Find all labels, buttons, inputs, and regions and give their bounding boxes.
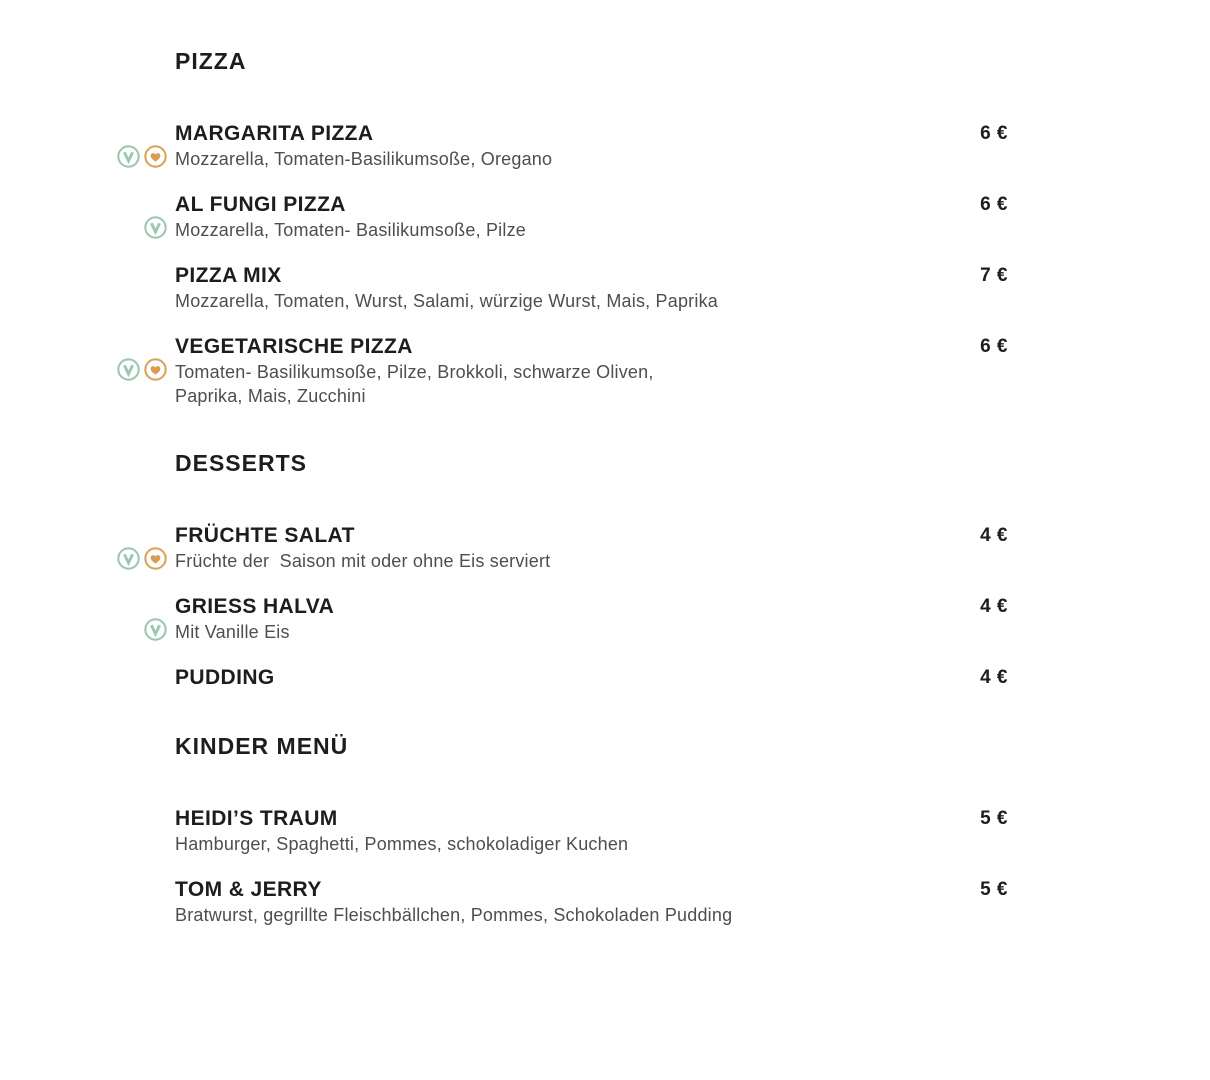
menu-section-pizza xyxy=(175,48,1008,408)
vegetarian-icon xyxy=(144,216,167,239)
item-description: Mozzarella, Tomaten-Basilikumsoße, Oregano xyxy=(175,149,553,169)
item-description: Paprika, Mais, Zucchini xyxy=(175,386,366,406)
item-price: 4 € xyxy=(980,667,1008,688)
item-name: AL FUNGI PIZZA xyxy=(175,193,346,216)
vegetarian-icon xyxy=(144,618,167,641)
vegetarian-icon xyxy=(117,358,140,381)
item-name: PIZZA MIX xyxy=(175,264,282,287)
restaurant-menu xyxy=(175,0,1008,927)
vegetarian-icon xyxy=(117,547,140,570)
item-description: Mit Vanille Eis xyxy=(175,622,290,642)
item-name: HEIDI’S TRAUM xyxy=(175,807,338,830)
item-price: 6 € xyxy=(980,336,1008,357)
menu-item-pudding xyxy=(175,665,1008,691)
item-description: Mozzarella, Tomaten, Wurst, Salami, würzige Wurst, Mais, Paprika xyxy=(175,291,718,311)
item-description: Früchte der Saison mit oder ohne Eis serviert xyxy=(175,551,551,571)
item-name: TOM & JERRY xyxy=(175,878,322,901)
section-heading: KINDER MENÜ xyxy=(175,733,349,759)
favorite-heart-icon xyxy=(144,145,167,168)
menu-item-vegetarische-pizza xyxy=(175,334,1008,408)
menu-section-desserts xyxy=(175,450,1008,691)
item-name: FRÜCHTE SALAT xyxy=(175,524,355,547)
item-description: Hamburger, Spaghetti, Pommes, schokoladiger Kuchen xyxy=(175,834,629,854)
item-price: 4 € xyxy=(980,525,1008,546)
favorite-heart-icon xyxy=(144,547,167,570)
item-price: 5 € xyxy=(980,808,1008,829)
item-description: Mozzarella, Tomaten- Basilikumsoße, Pilze xyxy=(175,220,526,240)
vegetarian-icon xyxy=(117,145,140,168)
menu-item-pizza-mix xyxy=(175,263,1008,313)
menu-item-fruechte-salat xyxy=(175,523,1008,573)
item-name: PUDDING xyxy=(175,666,275,689)
favorite-heart-icon xyxy=(144,358,167,381)
item-description: Bratwurst, gegrillte Fleischbällchen, Pommes, Schokoladen Pudding xyxy=(175,905,733,925)
item-price: 7 € xyxy=(980,265,1008,286)
menu-item-tom-und-jerry xyxy=(175,877,1008,927)
menu-item-griess-halva xyxy=(175,594,1008,644)
menu-item-margarita-pizza xyxy=(175,121,1008,171)
item-name: VEGETARISCHE PIZZA xyxy=(175,335,413,358)
section-heading: DESSERTS xyxy=(175,450,307,476)
item-name: GRIESS HALVA xyxy=(175,595,335,618)
section-heading: PIZZA xyxy=(175,48,247,74)
item-price: 4 € xyxy=(980,596,1008,617)
menu-section-kinder-menue xyxy=(175,733,1008,927)
menu-item-al-fungi-pizza xyxy=(175,192,1008,242)
item-description: Tomaten- Basilikumsoße, Pilze, Brokkoli, schwarze Oliven, xyxy=(175,362,654,382)
item-price: 5 € xyxy=(980,879,1008,900)
item-price: 6 € xyxy=(980,123,1008,144)
item-price: 6 € xyxy=(980,194,1008,215)
menu-item-heidis-traum xyxy=(175,806,1008,856)
item-name: MARGARITA PIZZA xyxy=(175,122,374,145)
